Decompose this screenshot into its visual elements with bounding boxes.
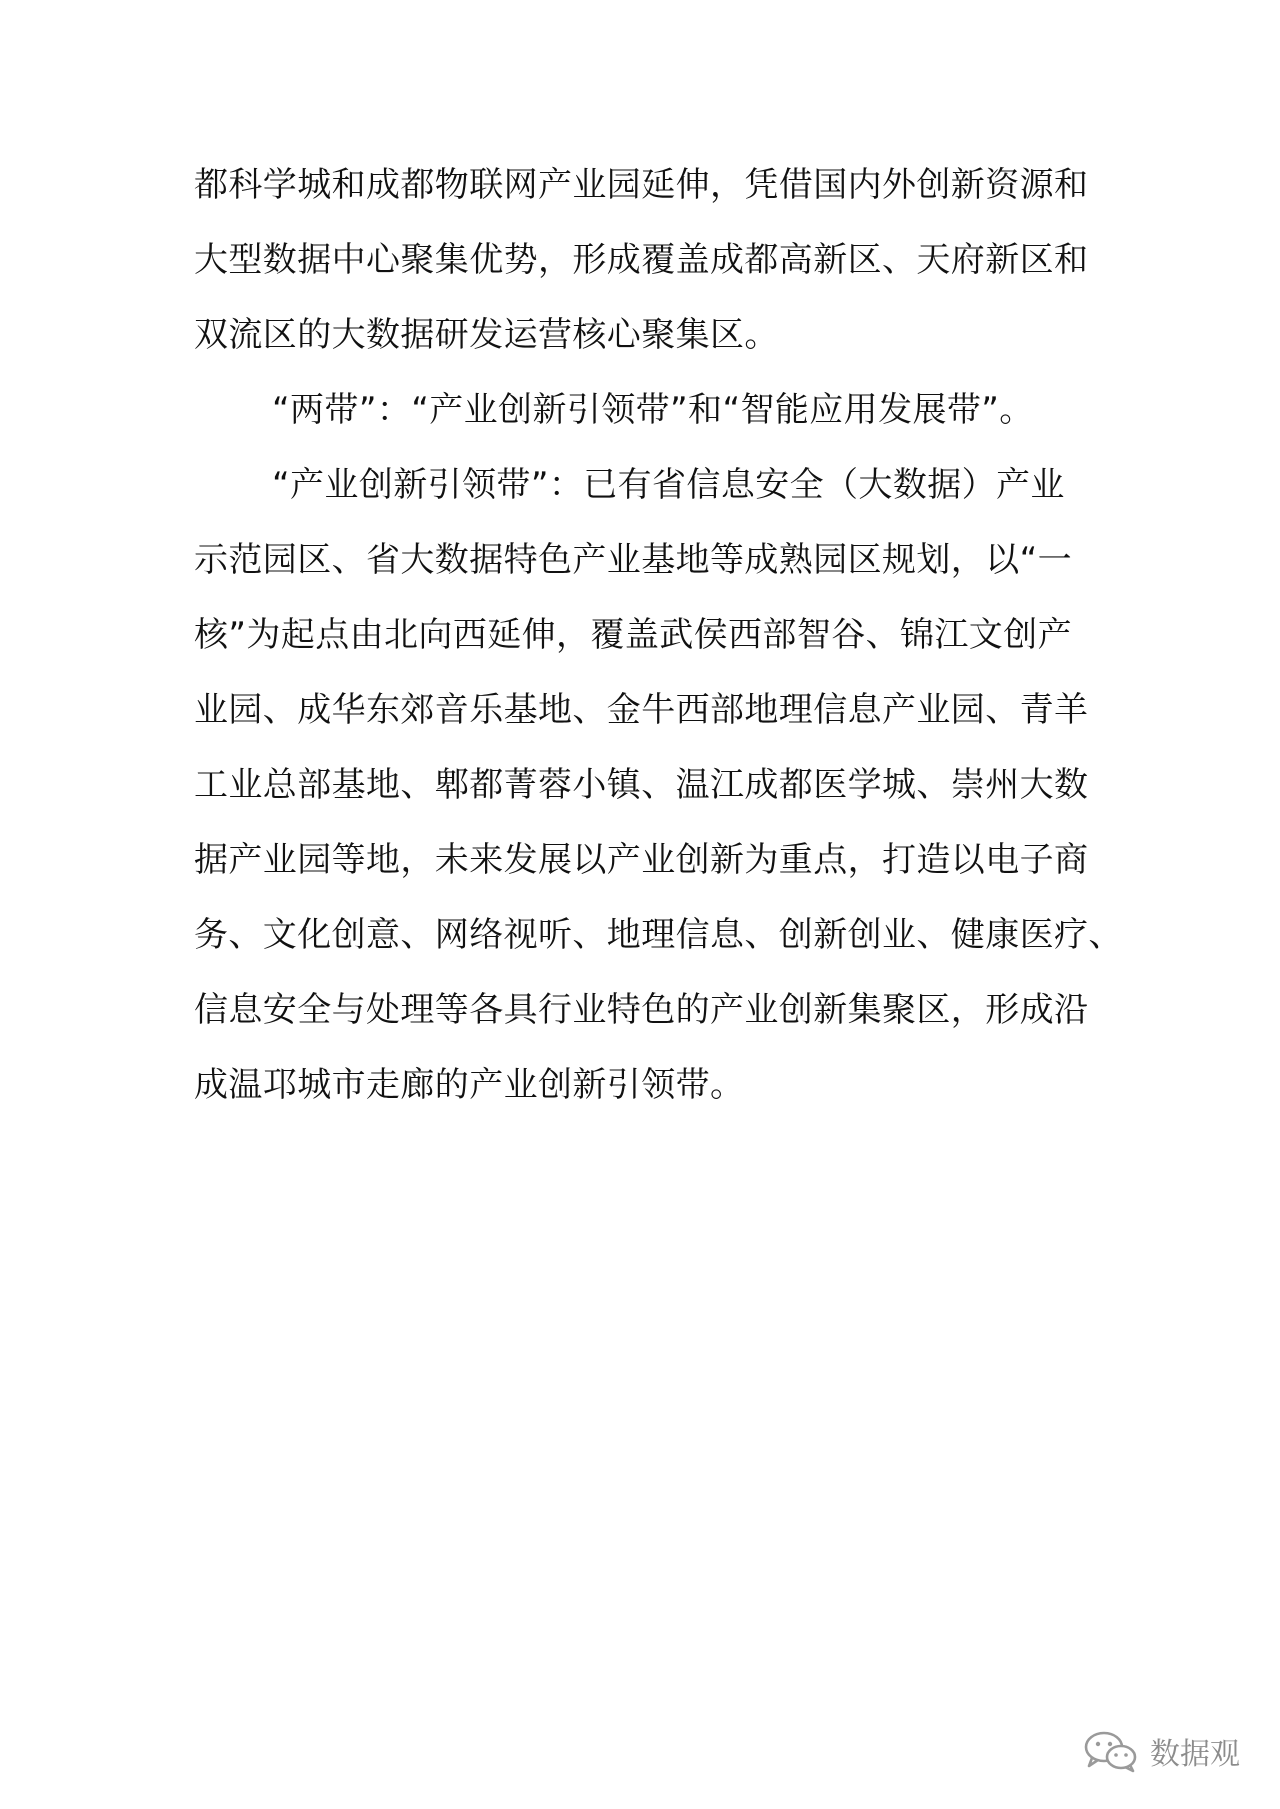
watermark-text: 数据观 [1150, 1737, 1240, 1772]
text-line: 都科学城和成都物联网产业园延伸，凭借国内外创新资源和 [194, 165, 1089, 205]
text-line: 据产业园等地，未来发展以产业创新为重点，打造以电子商 [194, 840, 1089, 880]
text-line: “两带”：“产业创新引领带”和“智能应用发展带”。 [272, 390, 1034, 430]
text-line: 大型数据中心聚集优势，形成覆盖成都高新区、天府新区和 [194, 240, 1089, 280]
text-line: 工业总部基地、郫都菁蓉小镇、温江成都医学城、崇州大数 [194, 765, 1089, 805]
wechat-icon [1082, 1729, 1140, 1773]
text-line: 信息安全与处理等各具行业特色的产业创新集聚区，形成沿 [194, 990, 1089, 1030]
text-line: 务、文化创意、网络视听、地理信息、创新创业、健康医疗、 [194, 915, 1123, 955]
text-line: 成温邛城市走廊的产业创新引领带。 [194, 1065, 745, 1105]
document-body [194, 148, 1123, 1123]
text-line: 核”为起点由北向西延伸，覆盖武侯西部智谷、锦江文创产 [194, 615, 1073, 655]
text-line: 示范园区、省大数据特色产业基地等成熟园区规划，以“一 [194, 540, 1073, 580]
watermark [1082, 1729, 1240, 1773]
text-line: 业园、成华东郊音乐基地、金牛西部地理信息产业园、青羊 [194, 690, 1089, 730]
text-line: “产业创新引领带”：已有省信息安全（大数据）产业 [272, 465, 1065, 505]
text-line: 双流区的大数据研发运营核心聚集区。 [194, 315, 779, 355]
